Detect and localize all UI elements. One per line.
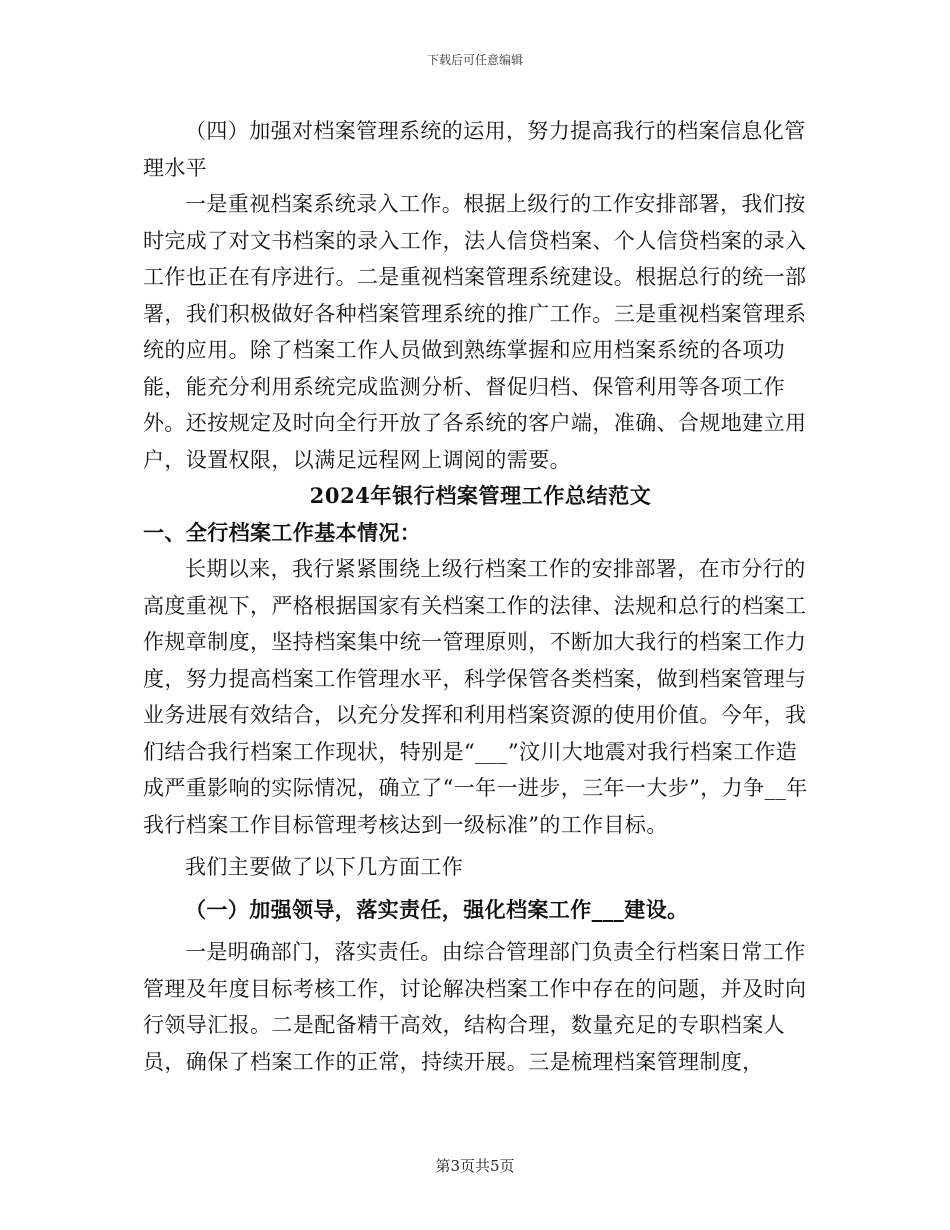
subsection-heading-1: （一）加强领导，落实责任，强化档案工作___建设。 [185, 896, 689, 922]
page-number: 第3页共5页 [435, 1157, 515, 1175]
paragraph-basic-situation: 长期以来，我行紧紧围绕上级行档案工作的安排部署，在市分行的高度重视下，严格根据国家有关档案工作的法律、法规和总行的档案工作规章制度，坚持档案集中统一管理原则，不断加大我行的档案工作力度，努力提高档案工作管理水平，科学保管各类档案，做到档案管理与业务进展有效结合，以充分发挥和利用档案资源的使用价值。今年，我们结合我行档案工作现状，特别是“___”汶川大地震对我行档案工作造成严重影响的实际情况，确立了“一年一进步，三年一大步”，力争__年我行档案工作目标管理考核达到一级标准”的工作目标。 [143, 557, 808, 837]
paragraph-archive-system: 一是重视档案系统录入工作。根据上级行的工作安排部署，我们按时完成了对文书档案的录入工作，法人信贷档案、个人信贷档案的录入工作也正在有序进行。二是重视档案管理系统建设。根据总行的统一部署，我们积极做好各种档案管理系统的推广工作。三是重视档案管理系统的应用。除了档案工作人员做到熟练掌握和应用档案系统的各项功能，能充分利用系统完成监测分析、督促归档、保管利用等各项工作外。还按规定及时向全行开放了各系统的客户端，准确、合规地建立用户，设置权限，以满足远程网上调阅的需要。 [143, 192, 807, 472]
page-header-note: 下载后可任意编辑 [426, 53, 523, 67]
paragraph-work-intro: 我们主要做了以下几方面工作 [185, 855, 464, 879]
document-body [143, 113, 808, 1080]
document-title: 2024年银行档案管理工作总结范文 [309, 483, 652, 508]
paragraph-responsibility: 一是明确部门，落实责任。由综合管理部门负责全行档案日常工作管理及年度目标考核工作，讨论解决档案工作中存在的问题，并及时向行领导汇报。二是配备精干高效，结构合理，数量充足的专职档案人员，确保了档案工作的正常，持续开展。三是梳理档案管理制度， [143, 940, 807, 1074]
section-heading-1: 一、全行档案工作基本情况： [143, 519, 422, 545]
section-heading-4: （四）加强对档案管理系统的运用，努力提高我行的档案信息化管理水平 [143, 119, 806, 180]
